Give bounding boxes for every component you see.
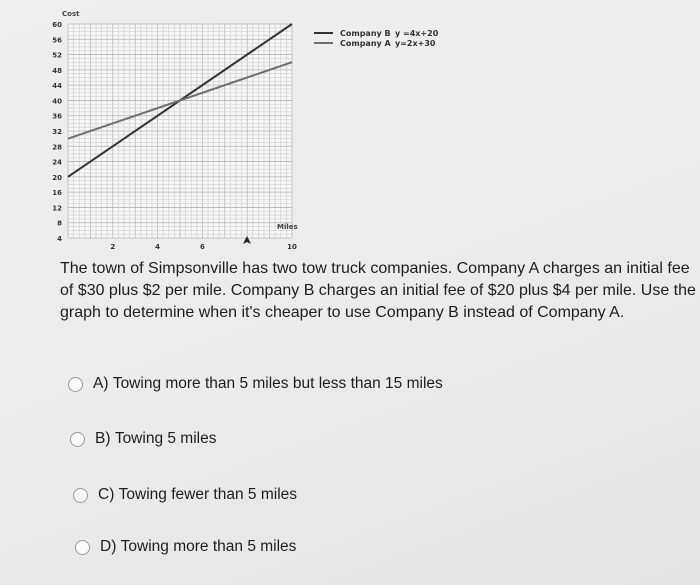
legend <box>314 29 439 48</box>
y-tick-label: 8 <box>57 219 62 228</box>
x-tick-label: 6 <box>199 243 205 251</box>
legend-label: Company A <box>340 39 391 48</box>
y-tick-label: 40 <box>52 97 62 106</box>
y-tick-label: 60 <box>52 21 62 29</box>
choice-b-text: Towing 5 miles <box>114 430 217 447</box>
y-tick-label: 12 <box>52 204 62 213</box>
grid <box>68 24 292 238</box>
y-tick-label: 56 <box>52 36 62 45</box>
radio-b[interactable] <box>70 432 85 447</box>
y-tick-label: 4 <box>57 235 62 243</box>
y-tick-label: 16 <box>52 189 62 198</box>
legend-equation: y =4x+20 <box>395 29 439 38</box>
radio-a[interactable] <box>68 377 83 392</box>
cost-chart <box>0 0 700 258</box>
choice-c-label: C) <box>98 486 115 503</box>
x-axis-title: Miles <box>277 223 298 231</box>
y-tick-label: 28 <box>52 143 62 152</box>
choice-b[interactable] <box>70 430 216 448</box>
radio-d[interactable] <box>75 540 90 555</box>
y-tick-label: 36 <box>52 112 62 121</box>
y-tick-label: 32 <box>52 128 62 136</box>
question-text: The town of Simpsonville has two tow truck companies. Company A charges an initial fee of $30 plus $2 per mile. Company B charges an initial fee of $20 plus $4 per mile. Use the graph to determine when it's cheaper to use Company B instead of Company A. <box>60 260 696 321</box>
legend-label: Company B <box>340 29 391 38</box>
y-axis-title: Cost <box>62 10 80 18</box>
x-tick-label: 2 <box>110 243 116 251</box>
x-tick-label: 4 <box>155 243 161 251</box>
choice-d-text: Towing more than 5 miles <box>120 538 297 555</box>
choice-d[interactable] <box>75 538 296 556</box>
choice-a-label: A) <box>93 375 109 392</box>
choice-c[interactable] <box>73 486 297 504</box>
choice-c-text: Towing fewer than 5 miles <box>118 486 298 503</box>
y-tick-label: 52 <box>52 51 62 60</box>
y-tick-label: 44 <box>52 82 62 91</box>
y-tick-label: 20 <box>52 173 62 182</box>
radio-c[interactable] <box>73 488 88 503</box>
choice-d-label: D) <box>100 538 117 555</box>
y-tick-label: 24 <box>52 158 62 167</box>
y-tick-label: 48 <box>52 66 62 75</box>
choice-a-text: Towing more than 5 miles but less than 15 miles <box>112 375 443 392</box>
choice-a[interactable] <box>68 375 443 393</box>
choice-b-label: B) <box>95 430 111 447</box>
x-tick-label: 10 <box>287 243 297 251</box>
legend-equation: y=2x+30 <box>395 39 436 48</box>
